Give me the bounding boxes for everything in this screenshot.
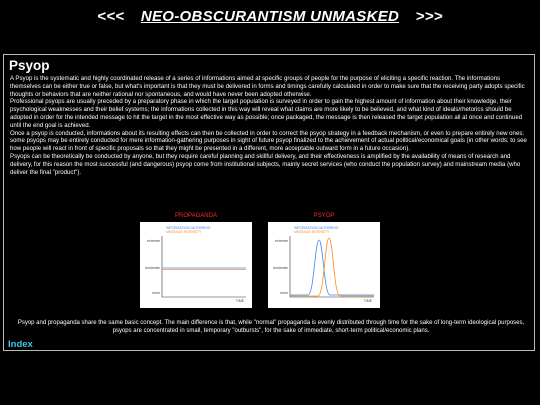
article-panel bbox=[3, 54, 535, 351]
article-body bbox=[10, 75, 530, 176]
legend-info-gathering: INFORMATION GATHERING bbox=[294, 226, 339, 230]
y-label-moderate: moderate bbox=[144, 266, 160, 270]
comparison-figures bbox=[140, 213, 380, 309]
paragraph-definition: A Psyop is the systematic and highly coordinated release of a series of informations aimed at specific groups of people for the purpose of eliciting a specific reaction. The informations themselves can be either true or false, but what's important is that they must be delivered in forms and timings carefully calculated in order to make sure that the receiving party adopts specific thoughts or behaviors that are neither rational nor spontaneous, and would have never been adopted otherwise. bbox=[10, 75, 525, 98]
x-label-time: TIME bbox=[363, 299, 372, 303]
site-title[interactable]: NEO-OBSCURANTISM UNMASKED bbox=[140, 8, 400, 25]
article-heading: Psyop bbox=[9, 58, 50, 73]
psyop-chart bbox=[268, 222, 380, 308]
y-label-extreme: extreme bbox=[147, 239, 160, 243]
forward-arrows[interactable]: >>> bbox=[415, 8, 443, 25]
y-label-none: none bbox=[280, 291, 288, 295]
message-intensity-peak bbox=[290, 238, 374, 296]
figure-caption: Psyop and propaganda share the same basic concept. The main difference is that, while "normal" propaganda is evenly distributed through time for the sake of long-term ideological purposes, psyops are concentrated in small, temporary "outbursts", for the sake of immediate, short-term political/economic plans. bbox=[17, 320, 525, 334]
legend-info-gathering: INFORMATION GATHERING bbox=[166, 226, 211, 230]
back-arrows[interactable]: <<< bbox=[97, 8, 125, 25]
figure-psyop bbox=[268, 213, 380, 309]
index-link[interactable]: Index bbox=[8, 339, 33, 350]
figure-title-propaganda: PROPAGANDA bbox=[175, 213, 217, 219]
y-label-moderate: moderate bbox=[272, 266, 288, 270]
figure-propaganda bbox=[140, 213, 252, 309]
legend-message-intensity: MESSAGE INTENSITY bbox=[166, 230, 202, 234]
site-banner bbox=[0, 8, 540, 25]
paragraph-preparation: Professional psyops are usually preceded by a preparatory phase in which the target population is surveyed in order to gain the highest amount of information about their knowledge, their psychological weaknesses and their belief systems; the informations collected in this way will reveal what claims are more likely to be believed, and what kind of ideals/rhetorics should be adopted in order for the intended message to hit the target in the most effective way as possible; once packaged, the message is then released the target population all at once and continued until the end goal is achieved. bbox=[10, 98, 523, 129]
paragraph-conductors: Psyops can be theoretically be conducted by anyone, but they require careful planning and skillful delivery, and their effectiveness is amplified by the availability of means of research and delivery, for this reason the most successful (and dangerous) psyop come from institutional subjects, mainly secret services (who conduct the population survey) and mainstream media (who deliver the final "product"). bbox=[10, 152, 521, 176]
y-label-extreme: extreme bbox=[275, 239, 288, 243]
y-label-none: none bbox=[152, 291, 160, 295]
info-gathering-peak bbox=[290, 240, 374, 295]
paragraph-feedback: Once a psyop is conducted, informations about its resulting effects can then be collected in order to correct the psyop strategy in a feedback mechanism, or even to prepare entirely new ones: some psyops may be entirely conducted for mere information-gathering purposes in sight of future psyop finalized to the achievement of actual political/economical goals (in other words: to see how people will react in front of specific proposals so that they might be presented in a different, more acceptable outward form in a future occasion). bbox=[10, 129, 527, 153]
x-label-time: TIME bbox=[235, 299, 244, 303]
figure-title-psyop: PSYOP bbox=[313, 213, 335, 219]
propaganda-chart bbox=[140, 222, 252, 308]
legend-message-intensity: MESSAGE INTENSITY bbox=[294, 230, 330, 234]
